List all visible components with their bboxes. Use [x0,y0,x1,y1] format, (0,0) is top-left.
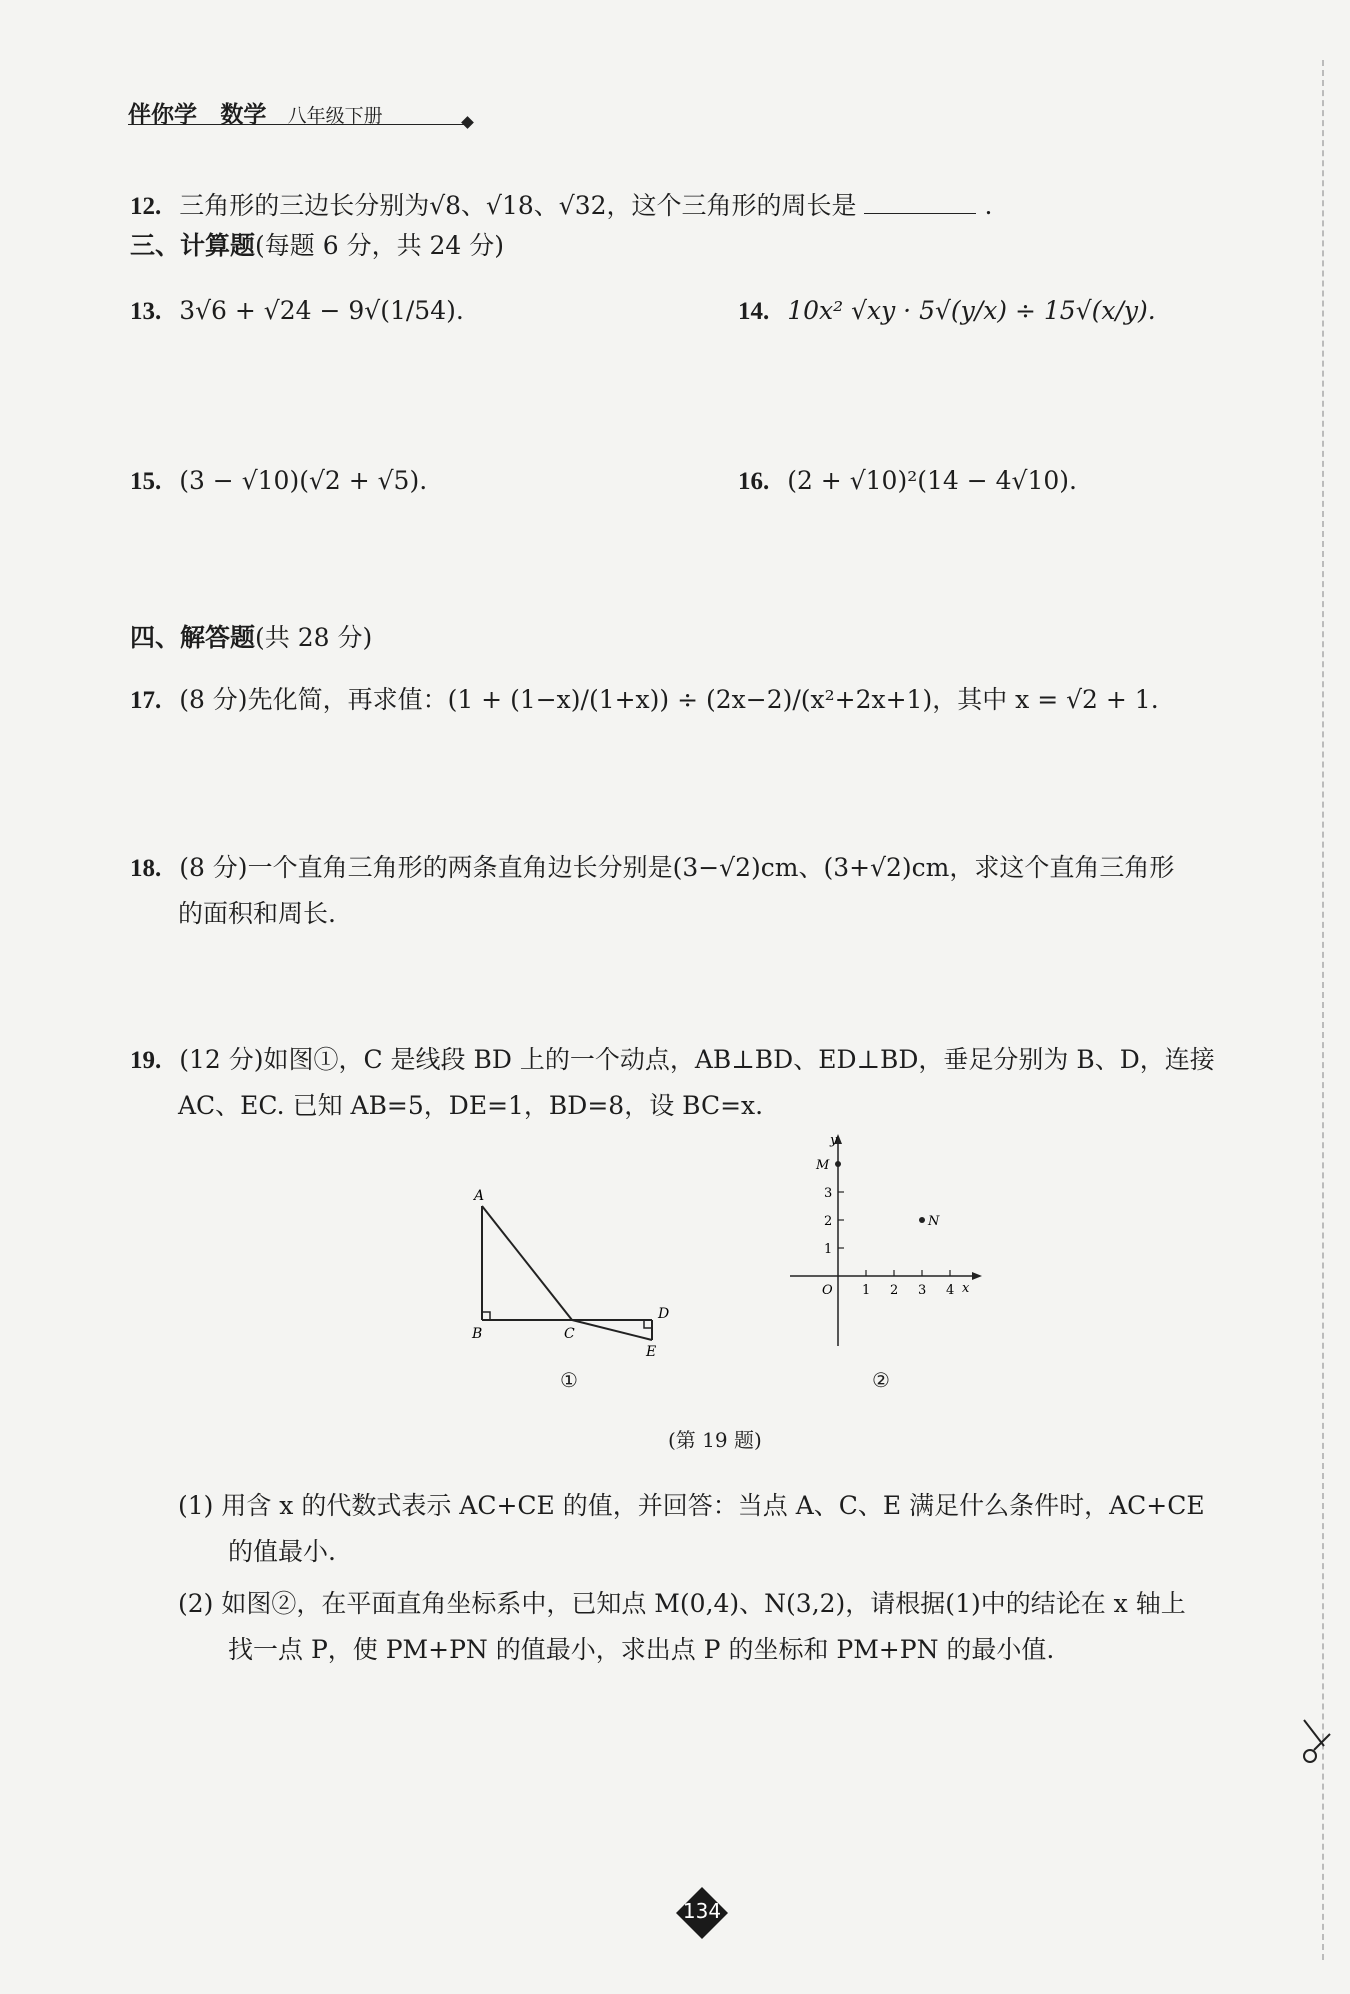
figure-caption: (第 19 题) [668,1428,762,1452]
header-diamond [461,116,474,129]
question-text-line2: AC、EC. 已知 AB=5，DE=1，BD=8，设 BC=x. [178,1091,764,1120]
question-end: . [984,191,993,220]
subject-title: 数学 [220,102,267,128]
figure-2-number: ② [872,1368,890,1392]
question-15 [130,466,427,496]
question-number: 13. [130,298,162,325]
question-17 [130,680,1159,716]
figure-1-number: ① [560,1368,578,1392]
question-text: (8 分)先化简，再求值：(1 + (1−x)/(1+x)) ÷ (2x−2)/(x²+2x+1)，其中 x = √2 + 1. [179,685,1159,714]
question-expression: (3 − √10)(√2 + √5). [179,466,428,495]
question-19-part1 [178,1486,1205,1522]
label-E: E [646,1344,657,1360]
question-19-part1-line2 [228,1532,336,1568]
question-19 [130,1040,1215,1076]
question-13 [130,296,464,326]
page-number-badge [674,1885,730,1941]
y-tick-3: 3 [824,1186,833,1201]
figure-1-triangle [460,1180,690,1360]
question-number: 15. [130,468,162,495]
binding-cut-line [1322,60,1324,1960]
question-expression: 3√6 + √24 − 9√(1/54). [179,296,464,325]
question-expression: (2 + √10)²(14 − 4√10). [787,466,1077,495]
x-tick-2: 2 [890,1283,899,1298]
axis-x-label: x [962,1281,970,1296]
grade-label: 八年级下册 [287,105,383,127]
question-16 [738,466,1077,496]
question-19-part2 [178,1584,1186,1620]
part1-line1: (1) 用含 x 的代数式表示 AC+CE 的值，并回答：当点 A、C、E 满足什么条件时，AC+CE [178,1491,1205,1520]
question-text: 三角形的三边长分别为√8、√18、√32，这个三角形的周长是 [179,191,857,220]
section-note: (每题 6 分，共 24 分) [255,231,505,260]
part2-line2: 找一点 P，使 PM+PN 的值最小，求出点 P 的坐标和 PM+PN 的最小值. [228,1635,1055,1664]
question-number: 18. [130,855,162,882]
label-C: C [564,1326,575,1342]
section-title: 四、解答题 [130,623,256,652]
point-N-label: N [928,1214,940,1229]
question-14 [738,296,1156,326]
question-number: 17. [130,687,162,714]
brand-title: 伴你学 [128,102,197,128]
x-tick-3: 3 [918,1283,927,1298]
section-3-heading [130,226,504,262]
x-tick-1: 1 [862,1283,871,1298]
answer-blank[interactable] [864,191,976,214]
label-D: D [658,1306,670,1322]
label-B: B [472,1326,483,1342]
x-tick-4: 4 [946,1283,955,1298]
question-number: 14. [738,298,770,325]
page-number: 134 [682,1899,722,1923]
section-title: 三、计算题 [130,231,256,260]
question-text-line1: (8 分)一个直角三角形的两条直角边长分别是(3−√2)cm、(3+√2)cm，求这个直角三角形 [179,853,1175,882]
y-tick-2: 2 [824,1214,833,1229]
question-12 [130,186,992,222]
part1-line2: 的值最小. [228,1537,336,1566]
point-M-label: M [816,1158,830,1173]
question-number: 12. [130,193,162,220]
question-19-line2 [178,1086,763,1122]
question-text-line2: 的面积和周长. [178,899,336,928]
scissors-icon [1296,1716,1336,1764]
question-text-line1: (12 分)如图①，C 是线段 BD 上的一个动点，AB⊥BD、ED⊥BD，垂足分别为 B、D，连接 [179,1045,1215,1074]
question-18 [130,848,1174,884]
header-rule [128,124,468,125]
section-note: (共 28 分) [255,623,373,652]
axis-y-label: y [830,1133,838,1148]
figure-2-coordinate-plane [790,1130,990,1360]
question-19-part2-line2 [228,1630,1054,1666]
question-number: 19. [130,1047,162,1074]
question-number: 16. [738,468,770,495]
part2-line1: (2) 如图②，在平面直角坐标系中，已知点 M(0,4)、N(3,2)，请根据(1)中的结论在 x 轴上 [178,1589,1186,1618]
question-18-line2 [178,894,336,930]
origin-label: O [822,1283,833,1298]
y-tick-1: 1 [824,1242,833,1257]
section-4-heading [130,618,372,654]
question-expression: 10x² √xy · 5√(y/x) ÷ 15√(x/y). [787,296,1156,325]
label-A: A [474,1188,485,1204]
